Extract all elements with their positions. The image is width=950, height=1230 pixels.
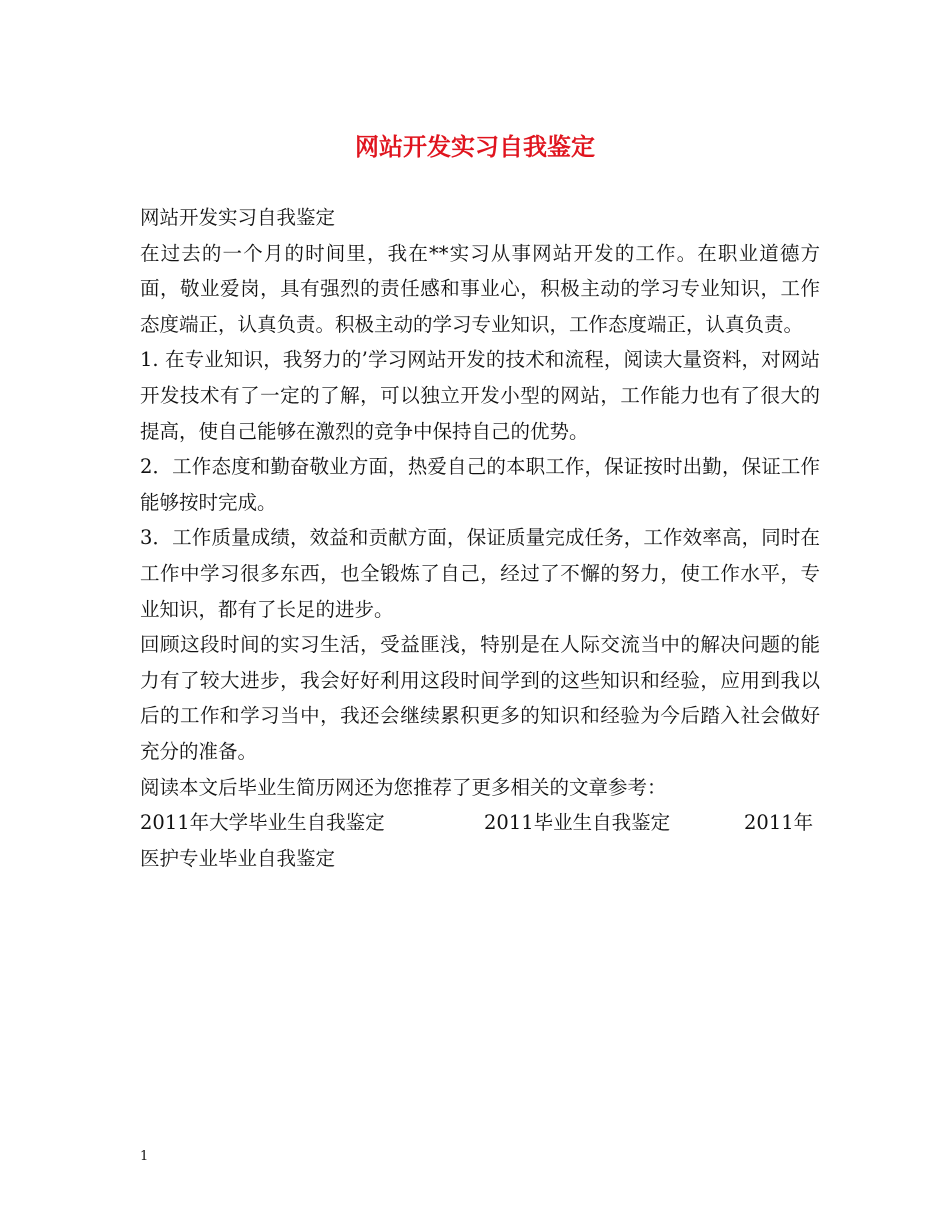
related-links-row [140, 805, 820, 841]
body-paragraph-review: 回顾这段时间的实习生活，受益匪浅，特别是在人际交流当中的解决问题的能力有了较大进步，我会好好利用这段时间学到的这些知识和经验，应用到我以后的工作和学习当中，我还会继续累积更多的知识和经验为今后踏入社会做好充分的准备。 [140, 633, 820, 763]
body-paragraph-item-3: 3．工作质量成绩，效益和贡献方面，保证质量完成任务，工作效率高，同时在工作中学习很多东西，也全锻炼了自己，经过了不懈的努力，使工作水平，专业知识，都有了长足的进步。 [140, 526, 820, 621]
related-link-graduate[interactable]: 2011毕业生自我鉴定 [484, 811, 671, 835]
related-link-2011[interactable]: 2011年 [744, 811, 814, 835]
body-paragraph-item-1: 1. 在专业知识，我努力的’学习网站开发的技术和流程，阅读大量资料，对网站开发技术有了一定的了解，可以独立开发小型的网站，工作能力也有了很大的提高，使自己能够在激烈的竞争中保持自己的优势。 [140, 348, 820, 443]
related-link-college-graduate[interactable]: 2011年大学毕业生自我鉴定 [140, 811, 385, 835]
body-paragraph-recommend: 阅读本文后毕业生简历网还为您推荐了更多相关的文章参考： [140, 775, 667, 799]
body-paragraph-heading: 网站开发实习自我鉴定 [140, 206, 336, 229]
document-title: 网站开发实习自我鉴定 [355, 132, 595, 161]
related-link-medical-nursing[interactable]: 医护专业毕业自我鉴定 [140, 846, 336, 870]
body-paragraph-intro: 在过去的一个月的时间里，我在**实习从事网站开发的工作。在职业道德方面，敬业爱岗，具有强烈的责任感和事业心，积极主动的学习专业知识，工作态度端正，认真负责。积极主动的学习专业知识，工作态度端正，认真负责。 [140, 241, 820, 336]
body-paragraph-item-2: 2．工作态度和勤奋敬业方面，热爱自己的本职工作，保证按时出勤，保证工作能够按时完成。 [140, 455, 820, 514]
document-body [140, 200, 820, 876]
page-number: 1 [140, 1149, 149, 1164]
